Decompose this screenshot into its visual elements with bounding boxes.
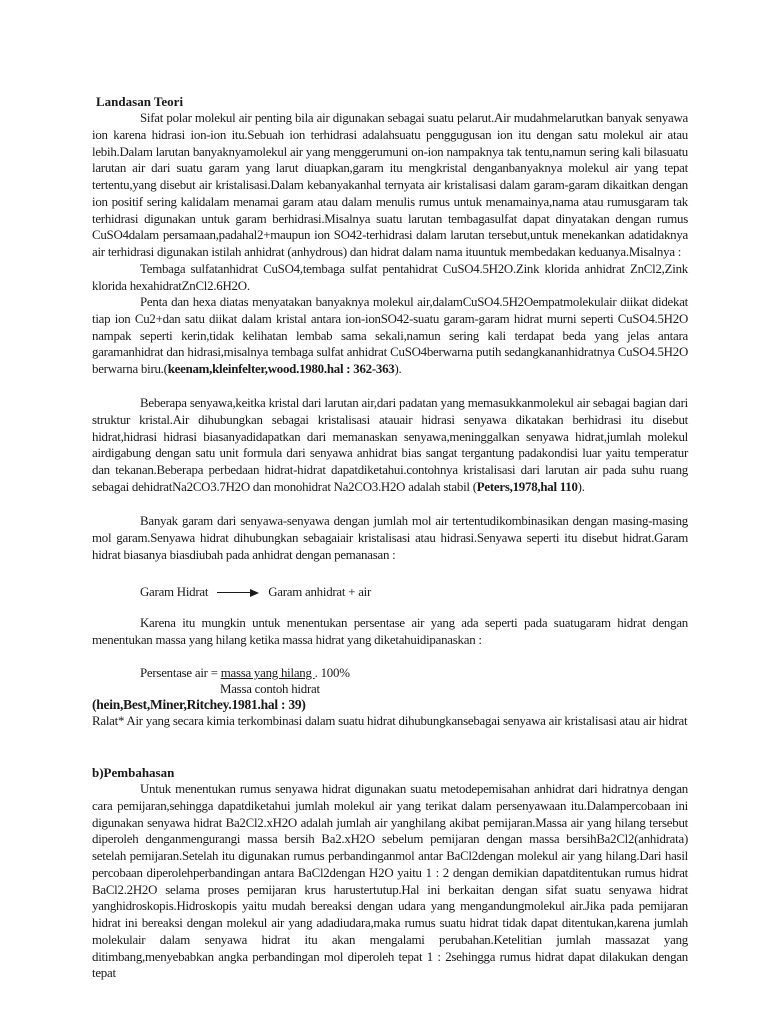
paragraph-penta-hexa-text: Penta dan hexa diatas menyatakan banyaknya molekul air,dalamCuSO4.5H2Oempatmolekulair diikat didekat tiap ion Cu2+dan satu diikat dalam kristal antara ion-ionSO42-suatu garam-garam hidrat murni seperti CuSO4.5H2O nampak seperti kerin,tidak kelihatan lembab sama sekali,namun sering kali terdapat beda yang jelas antara garamanhidrat dan hidrasi,misalnya tembaga sulfat anhidrat CuSO4berwarna putih sedangkananhidratnya CuSO4.5H2O berwarna biru.( xyxy=(92,295,688,376)
paragraph-karena-itu: Karena itu mungkin untuk menentukan persentase air yang ada seperti pada suatugaram hidrat dengan menentukan massa yang hilang ketika massa hidrat yang diketahuidipanaskan : xyxy=(92,616,688,647)
citation-hein: (hein,Best,Miner,Ritchey.1981.hal : 39) xyxy=(92,697,306,712)
citation-end: ). xyxy=(394,362,402,376)
right-arrow-icon xyxy=(217,589,259,597)
formula-numerator: massa yang hilang xyxy=(220,666,315,680)
citation-end: ). xyxy=(577,479,585,494)
citation-keenam: keenam,kleinfelter,wood.1980.hal : 362-363 xyxy=(167,362,395,376)
paragraph-beberapa-senyawa-text: Beberapa senyawa,keitka kristal dari larutan air,dari padatan yang memasukkanmolekul air sebagai bagian dari struktur kristal.Air dihubungkan sebagai kristalisasi atauair hidrasi senyawa dikatakan berhidrasi itu disebut hidrat,hidrasi hidrasi biasanyadidapatkan dari memanaskan senyawa,meninggalkan senyawa hidrat,jumlah molekul airdigabung dengan satu unit formula dari senyawa anhidrat bias sangat tergantung padakondisi luar yaitu temperatur dan tekanan.Beberapa perbedaan hidrat-hidrat dapatdiketahui.contohnya kristalisasi dari larutan air pada suhu ruang sebagai dehidratNa2CO3.7H2O dan monohidrat Na2CO3.H2O adalah stabil ( xyxy=(92,396,688,494)
citation-peters: Peters,1978,hal 110 xyxy=(476,479,578,494)
formula-numerator-line xyxy=(140,666,350,681)
reaction-reactant: Garam Hidrat xyxy=(140,585,209,599)
paragraph-pembahasan: Untuk menentukan rumus senyawa hidrat digunakan suatu metodepemisahan anhidrat dari hidratnya dengan cara pemijaran,sehingga dapatdiketahui jumlah molekul air yang terikat dalam persenyawaan itu.Dalampercobaan ini digunakan senyawa hidrat Ba2Cl2.xH2O adalah jumlah air yanghilang akibat pemijaran.Massa air yang hilang tersebut diperoleh denganmengurangi massa bersih Ba2.xH2O sebelum pemijaran dengan massa bersihBa2Cl2(anhidrata) setelah pemijaran.Setelah itu digunakan rumus perbandinganmol antar BaCl2dengan molekul air yang hilang.Dari hasil percobaan diperolehperbandingan antara BaCl2dengan H2O yaitu 1 : 2 dengan demikian dapatditentukan rumus hidrat BaCl2.2H2O selama proses pemijaran krus harustertutup.Hal ini berkaitan dengan sifat suatu senyawa hidrat yanghidroskopis.Hidroskopis yaitu mudah bereaksi dengan udara yang mengandungmolekul air.Jika pada pemijaran hidrat ini bereaksi dengan molekul air yang adadiudara,maka rumus suatu hidrat tidak dapat ditentukan,karena jumlah molekulair dalam senyawa hidrat itu akan mengalami perubahan.Ketelitian jumlah massazat yang ditimbang,menyebabkan angka perbandingan mol diperoleh tepat 1 : 2sehingga rumus hidrat dapat dilakukan dengan tepat xyxy=(92,782,688,981)
heading-pembahasan: b)Pembahasan xyxy=(92,765,175,780)
paragraph-tembaga-sulfat: Tembaga sulfatanhidrat CuSO4,tembaga sulfat pentahidrat CuSO4.5H2O.Zink klorida anhidrat ZnCl2,Zink klorida hexahidratZnCl2.6H2O. xyxy=(92,262,688,293)
heading-landasan-teori: Landasan Teori xyxy=(96,94,184,109)
reaction-equation xyxy=(140,585,371,600)
ralat-note: Ralat* Air yang secara kimia terkombinasi dalam suatu hidrat dihubungkansebagai senyawa air kristalisasi atau air hidrat xyxy=(92,714,688,728)
formula-label: Persentase air = xyxy=(140,666,221,680)
formula-denominator: Massa contoh hidrat xyxy=(220,682,320,696)
paragraph-sifat-polar: Sifat polar molekul air penting bila air digunakan sebagai suatu pelarut.Air mudahmelarutkan banyak senyawa ion karena hidrasi ion-ion itu.Sebuah ion terhidrasi adalahsuatu penggugusan ion itu dengan satu molekul air atau lebih.Dalam larutan banyaknyamolekul air yang menggerumuni on-ion nampaknya tak tentu,namun sering kali bilasuatu larutan air dari suatu garam yang larut diuapkan,garam itu mengkristal denganbanyaknya molekul air yang tepat tertentu,yang disebut air kristalisasi.Dalam kebanyakanhal ternyata air kristalisasi dalam garam-garam dikaitkan dengan ion positif sering kalidalam menamai garam atau dalam menulis rumus untuk menamainya,nama atau rumusgaram tak terhidrasi digunakan untuk garam berhidrasi.Misalnya suatu larutan tembagasulfat dapat dinyatakan dengan rumus CuSO4dalam persamaan,padahal2+maupun ion SO42-terhidrasi dalam larutan tersebut,untuk menekankan adatidaknya air terhidrasi digunakan istilah anhidrat (anhydrous) dan hidrat dalam nama ituuntuk membedakan keduanya.Misalnya : xyxy=(92,111,688,259)
paragraph-banyak-garam: Banyak garam dari senyawa-senyawa dengan jumlah mol air tertentudikombinasikan dengan masing-masing mol garam.Senyawa hidrat dihubungkan sebagaiair kristalisasi atau hidrasi.Senyawa seperti itu disebut hidrat.Garam hidrat biasanya biasdiubah pada anhidrat dengan pemanasan : xyxy=(92,514,688,562)
formula-tail: . 100% xyxy=(314,666,350,680)
reaction-product: Garam anhidrat + air xyxy=(268,585,372,599)
paragraph-penta-hexa xyxy=(92,294,688,378)
paragraph-beberapa-senyawa xyxy=(92,395,688,496)
